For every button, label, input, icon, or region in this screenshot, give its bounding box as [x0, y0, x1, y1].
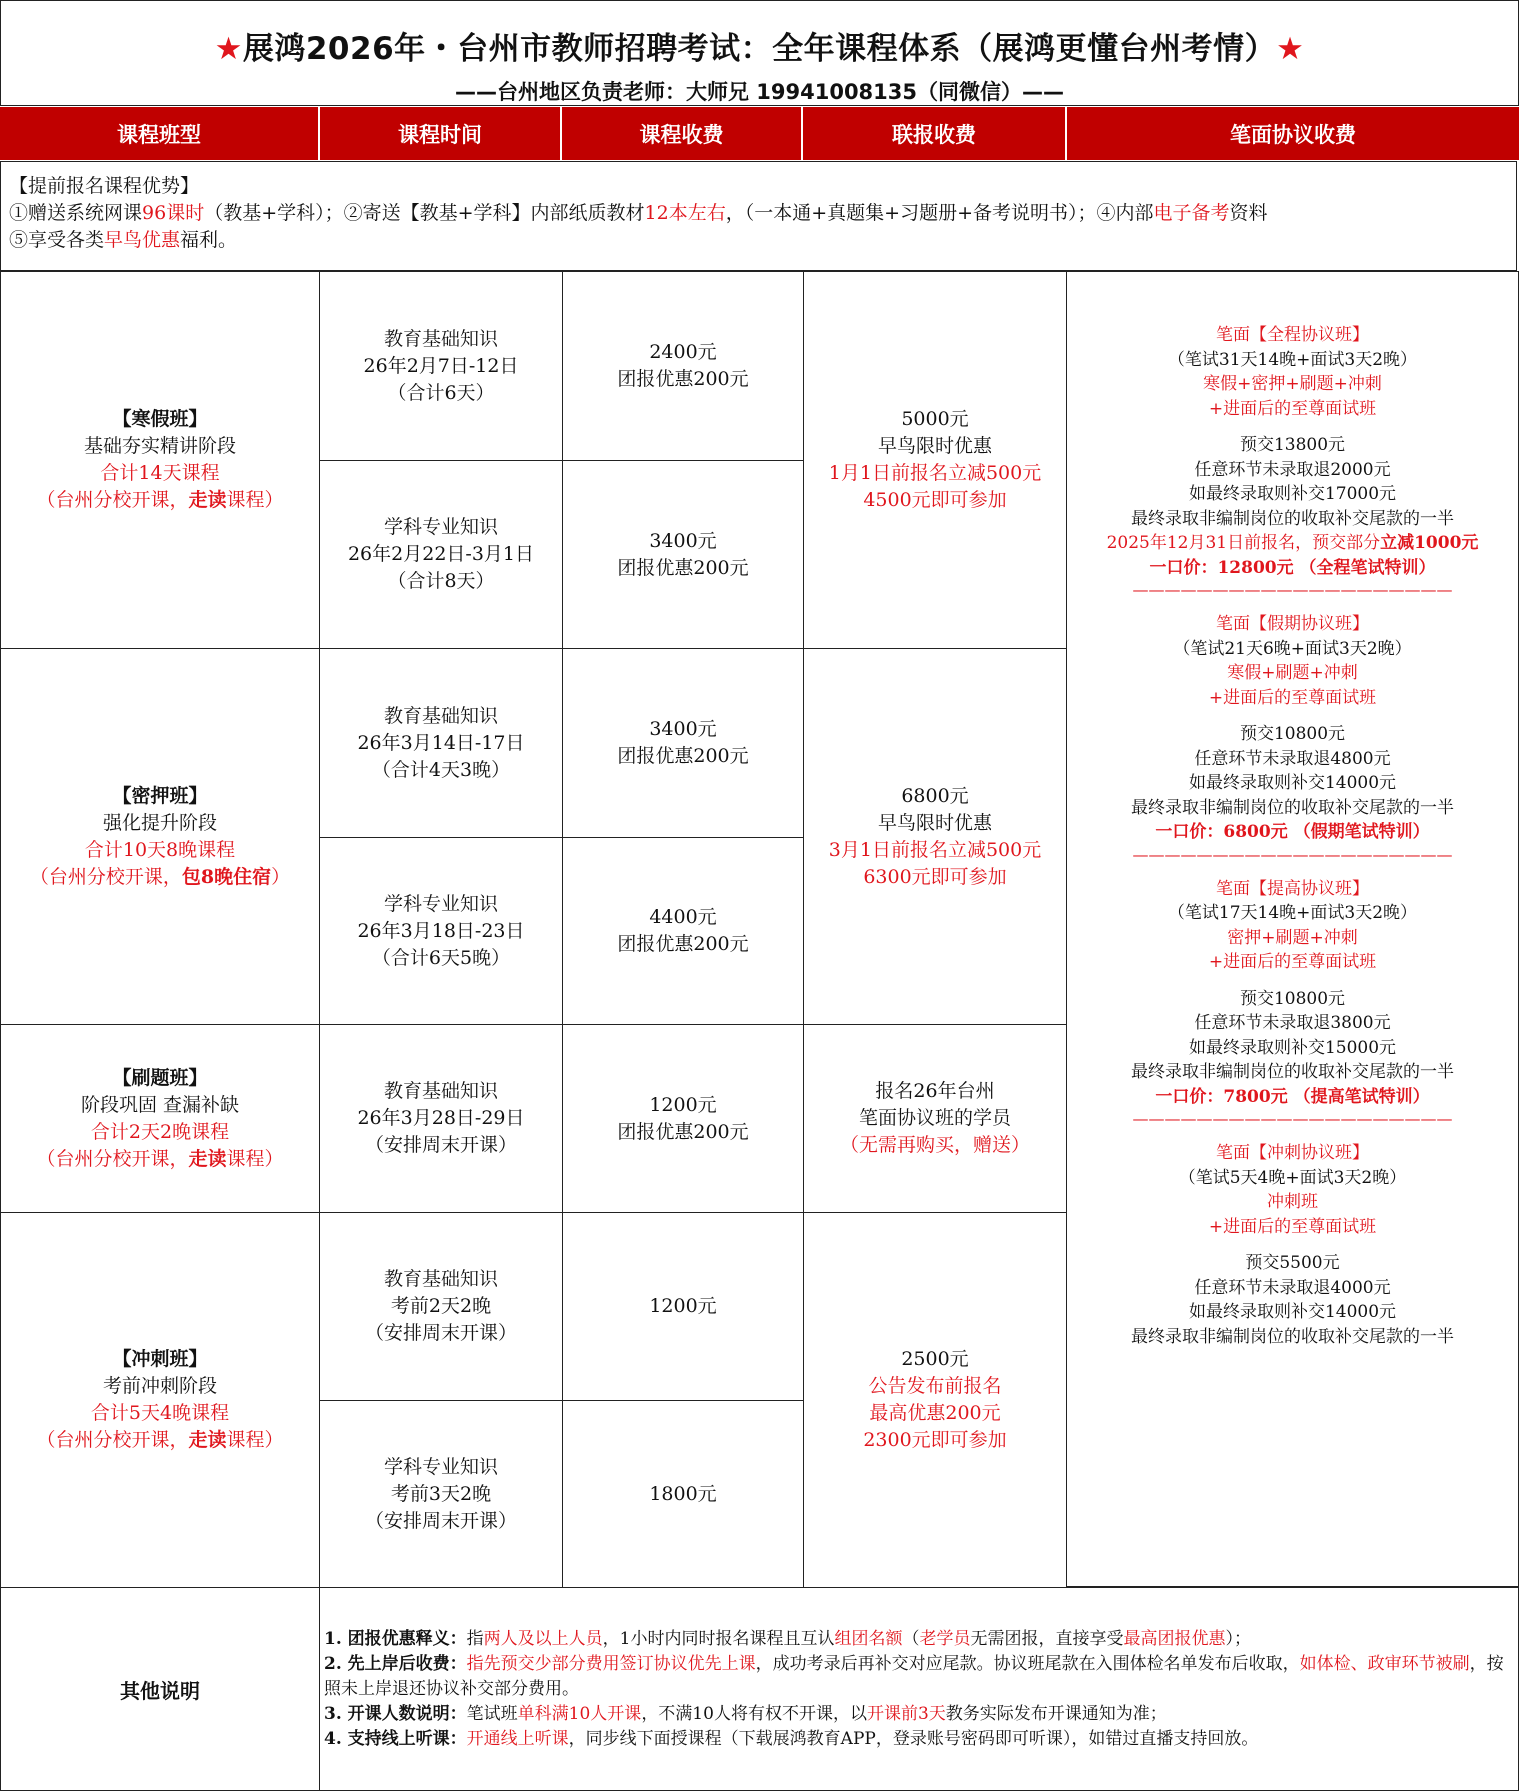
class-stage: 基础夯实精讲阶段	[83, 435, 236, 457]
notes-content	[319, 1587, 1519, 1791]
col-header-agreement: 笔面协议收费	[1067, 107, 1519, 160]
class-total: 合计2天2晚课程	[90, 1120, 230, 1143]
session-fee: 3400元 团报优惠200元	[562, 460, 804, 649]
class-stage: 强化提升阶段	[102, 811, 217, 834]
session-fee: 1800元	[562, 1400, 804, 1588]
divider: ————————————————————	[1132, 844, 1453, 864]
star-icon: ★	[1276, 31, 1305, 67]
class-name: 【寒假班】	[112, 408, 208, 430]
class-note: （台州分校开课，走读课程）	[36, 1147, 284, 1170]
star-icon: ★	[214, 31, 243, 67]
session-time: 学科专业知识 26年2月22日-3月1日 （合计8天）	[319, 460, 563, 649]
session-fee: 1200元	[562, 1212, 804, 1401]
note-1: 1. 团报优惠释义：指两人及以上人员，1小时内同时报名课程且互认组团名额（老学员无需团报，直接享受最高团报优惠）；	[324, 1629, 1251, 1649]
class-note: （台州分校开课，走读课程）	[36, 489, 284, 511]
class-name: 【密押班】	[112, 784, 208, 807]
contact-subtitle: ——台州地区负责老师：大师兄 19941008135（同微信）——	[454, 80, 1065, 104]
session-time: 教育基础知识 考前2天2晚 （安排周末开课）	[319, 1212, 563, 1401]
note-4: 4. 支持线上听课：开通线上听课，同步线下面授课程（下载展鸿教育APP，登录账号密码即可听课），如错过直播支持回放。	[324, 1729, 1259, 1749]
session-time: 学科专业知识 26年3月18日-23日 （合计6天5晚）	[319, 837, 563, 1025]
col-header-class: 课程班型	[0, 107, 320, 160]
class-name: 【冲刺班】	[112, 1348, 208, 1370]
session-time: 教育基础知识 26年3月14日-17日 （合计4天3晚）	[319, 648, 563, 838]
advantage-heading: 【提前报名课程优势】	[9, 175, 200, 197]
col-header-time: 课程时间	[320, 107, 562, 160]
session-time: 教育基础知识 26年3月28日-29日 （安排周末开课）	[319, 1024, 563, 1213]
session-fee: 3400元 团报优惠200元	[562, 648, 804, 838]
class-cell-winter	[0, 271, 320, 649]
class-stage: 阶段巩固 查漏补缺	[80, 1093, 240, 1116]
note-2: 2. 先上岸后收费：指先预交少部分费用签订协议优先上课，成功考录后再补交对应尾款。协议班尾款在入围体检名单发布后收取，如体检、政审环节被刷，按照未上岸退还协议补交部分费用。	[324, 1654, 1504, 1699]
agreement-full: 笔面【全程协议班】 （笔试31天14晚+面试3天2晚） 寒假+密押+刷题+冲刺 +进面后的至尊面试班 预交13800元 任意环节未录取退2000元 如最终录取则补交17000元 最终录取非编制岗位的收取补交尾款的一半 2025年12月31日前报名，预交部分立减1000元 一口价：12800元 （全程笔试特训） ————————————————————	[1067, 323, 1518, 600]
class-cell-secret	[0, 648, 320, 1025]
bundle-fee: 2500元 公告发布前报名 最高优惠200元 2300元即可参加	[803, 1212, 1067, 1588]
session-time: 学科专业知识 考前3天2晚 （安排周末开课）	[319, 1400, 563, 1588]
title-text: 展鸿2026年・台州市教师招聘考试：全年课程体系（展鸿更懂台州考情）	[242, 31, 1277, 67]
class-note: （台州分校开课，包8晚住宿）	[29, 865, 291, 888]
class-name: 【刷题班】	[112, 1066, 208, 1089]
page-title	[1, 23, 1518, 68]
agreement-column	[1066, 271, 1519, 1587]
class-note: （台州分校开课，走读课程）	[36, 1429, 284, 1451]
bundle-fee: 5000元 早鸟限时优惠 1月1日前报名立减500元 4500元即可参加	[803, 271, 1067, 649]
notes-label: 其他说明	[0, 1587, 320, 1791]
divider: ————————————————————	[1132, 1109, 1453, 1128]
class-total: 合计5天4晚课程	[90, 1402, 230, 1424]
title-box	[0, 0, 1519, 106]
advantage-line-1: ①赠送系统网课96课时（教基+学科）；②寄送【教基+学科】内部纸质教材12本左右，（一本通+真题集+习题册+备考说明书）；④内部电子备考资料	[9, 202, 1268, 224]
advantage-line-2: ⑤享受各类早鸟优惠福利。	[9, 229, 238, 251]
bundle-fee: 6800元 早鸟限时优惠 3月1日前报名立减500元 6300元即可参加	[803, 648, 1067, 1025]
class-stage: 考前冲刺阶段	[102, 1375, 217, 1397]
divider: ————————————————————	[1132, 580, 1453, 599]
agreement-holiday: 笔面【假期协议班】 （笔试21天6晚+面试3天2晚） 寒假+刷题+冲刺 +进面后的至尊面试班 预交10800元 任意环节未录取退4800元 如最终录取则补交14000元 最终录取非编制岗位的收取补交尾款的一半 一口价：6800元 （假期笔试特训） ————————————————————	[1067, 612, 1518, 865]
session-fee: 4400元 团报优惠200元	[562, 837, 804, 1025]
bundle-fee: 报名26年台州 笔面协议班的学员 （无需再购买，赠送）	[803, 1024, 1067, 1213]
class-total: 合计10天8晚课程	[84, 838, 236, 861]
session-time: 教育基础知识 26年2月7日-12日 （合计6天）	[319, 271, 563, 461]
class-total: 合计14天课程	[100, 462, 220, 484]
col-header-bundle: 联报收费	[803, 107, 1067, 160]
agreement-advance: 笔面【提高协议班】 （笔试17天14晚+面试3天2晚） 密押+刷题+冲刺 +进面后的至尊面试班 预交10800元 任意环节未录取退3800元 如最终录取则补交15000元 最终录取非编制岗位的收取补交尾款的一半 一口价：7800元 （提高笔试特训） ————————————————————	[1067, 877, 1518, 1130]
advantage-box	[0, 161, 1517, 271]
col-header-fee: 课程收费	[562, 107, 803, 160]
class-cell-drill	[0, 1024, 320, 1213]
session-fee: 1200元 团报优惠200元	[562, 1024, 804, 1213]
note-3: 3. 开课人数说明：笔试班单科满10人开课，不满10人将有权不开课，以开课前3天教务实际发布开课通知为准；	[324, 1704, 1167, 1724]
agreement-sprint: 笔面【冲刺协议班】 （笔试5天4晚+面试3天2晚） 冲刺班 +进面后的至尊面试班 预交5500元 任意环节未录取退4000元 如最终录取则补交14000元 最终录取非编制岗位的收取补交尾款的一半	[1131, 1143, 1454, 1347]
session-fee: 2400元 团报优惠200元	[562, 271, 804, 461]
class-cell-sprint	[0, 1212, 320, 1588]
